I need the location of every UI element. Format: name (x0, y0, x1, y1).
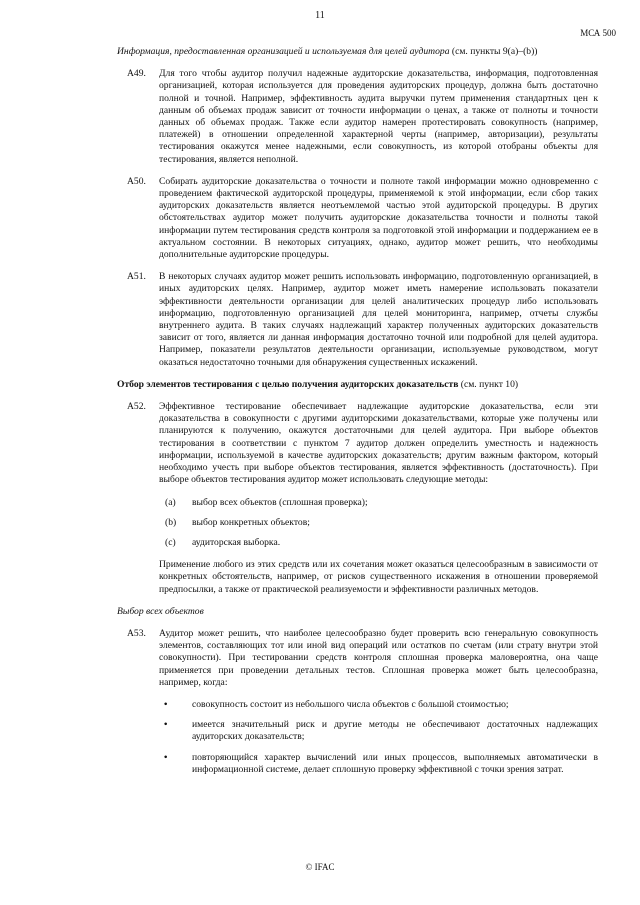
intro-heading (117, 46, 598, 58)
subheading: Выбор всех объектов (117, 605, 204, 617)
paragraph-a50 (117, 176, 598, 261)
paragraph-a51 (117, 271, 598, 369)
paragraph-text: Для того чтобы аудитор получил надежные аудиторские доказательства, информация, подготовленная организацией, которая используется для проведения аудиторских процедур, должна быть достаточно полной и точной. Например, эффективность аудита выручки путем применения стандартных цен к данным об объемах продаж зависит от точности информации о ценах, а также от полноты и точности данных об объемах продаж. Также если аудитор намерен протестировать совокупность (например, платежей) в отношении определенной характерной черты (например, авторизации), результаты тестирования окажутся менее надежными, если совокупность, из которой отобраны объекты для тестирования, является неполной. (159, 68, 598, 165)
method-option (117, 497, 598, 509)
page-content (117, 46, 598, 784)
paragraph-a52-continuation: Применение любого из этих средств или их сочетания может оказаться целесообразным в зависимости от конкретных обстоятельств, например, от рисков существенного искажения в отношении проверяемой предпосылки, а также от практической реализуемости и эффективности различных методов. (159, 559, 598, 595)
method-option (117, 517, 598, 529)
section-heading-title: Отбор элементов тестирования с целью получения аудиторских доказательств (117, 378, 459, 390)
paragraph-a53 (117, 628, 598, 689)
paragraph-text: Собирать аудиторские доказательства о точности и полноте такой информации можно одновременно с проведением фактической аудиторской процедуры, применяемой к этой информации, если сбор таких аудиторских доказательств является неотъемлемой частью этой аудиторской процедуры. В других обстоятельствах аудитор может получить аудиторские доказательства точности и полноты такой информации путем тестирования средств контроля за подготовкой этой информации и поддержанием ее в актуальном состоянии. В некоторых ситуациях, однако, аудитор может решить, что необходимы дополнительные аудиторские процедуры. (159, 175, 598, 261)
section-heading-ref: (см. пункт 10) (458, 378, 519, 390)
paragraph-a52 (117, 401, 598, 486)
option-label: (b) (165, 516, 177, 528)
bullet-text: имеется значительный риск и другие методы не обеспечивают достаточных надлежащих аудиторских доказательств; (192, 719, 598, 743)
paragraph-number: A51. (127, 271, 146, 283)
intro-heading-title: Информация, предоставленная организацией и используемая для целей аудитора (117, 46, 450, 57)
option-text: выбор всех объектов (сплошная проверка); (192, 496, 368, 508)
copyright-footer: © IFAC (305, 862, 335, 872)
bullet-icon: • (164, 719, 168, 731)
paragraph-text: В некоторых случаях аудитор может решить использовать информацию, подготовленную организацией, в иных аудиторских целях. Например, аудитор может иметь намерение использовать показатели эффективности деятельности организации для целей аналитических процедур либо использовать информацию, подготовленную организацией для целей мониторинга, например, отчеты службы внутреннего аудита. В таких случаях надлежащий характер полученных аудиторских доказательств зависит от того, является ли данная информация достаточно точной или подробной для целей аудитора. Например, показатели результатов деятельности организации, используемые руководством, могут оказаться недостаточно точными для обнаружения существенных искажений. (159, 271, 598, 368)
page-number: 11 (315, 10, 325, 21)
bullet-icon: • (164, 751, 168, 763)
bullet-icon: • (164, 698, 168, 710)
bullet-text: повторяющийся характер вычислений или иных процессов, выполняемых автоматически в информационной системе, делает сплошную проверку эффективной с точки зрения затрат. (192, 751, 598, 775)
paragraph-number: A50. (127, 175, 146, 187)
intro-heading-ref: (см. пункты 9(a)–(b)) (449, 46, 538, 57)
paragraph-text: Аудитор может решить, что наиболее целесообразно будет проверить всю генеральную совокупность элементов, составляющих тот или иной вид операций или остатков по счетам (или страту внутри этой совокупности). При тестировании средств контроля сплошная проверка маловероятна, она чаще применяется при проведении детальных тестов. Сплошная проверка может быть целесообразна, например, когда: (159, 627, 598, 688)
bullet-text: совокупность состоит из небольшого числа объектов с большой стоимостью; (192, 698, 509, 710)
paragraph-number: A53. (127, 627, 146, 639)
option-text: аудиторская выборка. (192, 536, 281, 548)
method-option (117, 537, 598, 549)
section-heading (117, 379, 598, 391)
paragraph-text: Эффективное тестирование обеспечивает надлежащие аудиторские доказательства, если эти доказательства в совокупности с другими аудиторскими доказательствами, которые уже получены или планируются к получению, окажутся достаточными для целей аудитора. При выборе объектов тестирования в соответствии с пунктом 7 аудитор должен определить уместность и надежность информации, используемой в качестве аудиторских доказательств; другим важным фактором, который необходимо учесть при выборе объектов тестирования, является эффективность (достаточность). При выборе объектов тестирования аудитор может использовать следующие методы: (159, 401, 598, 486)
option-text: выбор конкретных объектов; (192, 516, 310, 528)
bullet-item (117, 752, 598, 776)
bullet-item (117, 699, 598, 711)
paragraph-number: A49. (127, 68, 146, 80)
bullet-item (117, 719, 598, 743)
option-label: (c) (165, 536, 176, 548)
paragraph-a49 (117, 68, 598, 166)
paragraph-number: A52. (127, 401, 146, 413)
standard-code: МСА 500 (580, 28, 616, 38)
option-label: (a) (165, 496, 176, 508)
